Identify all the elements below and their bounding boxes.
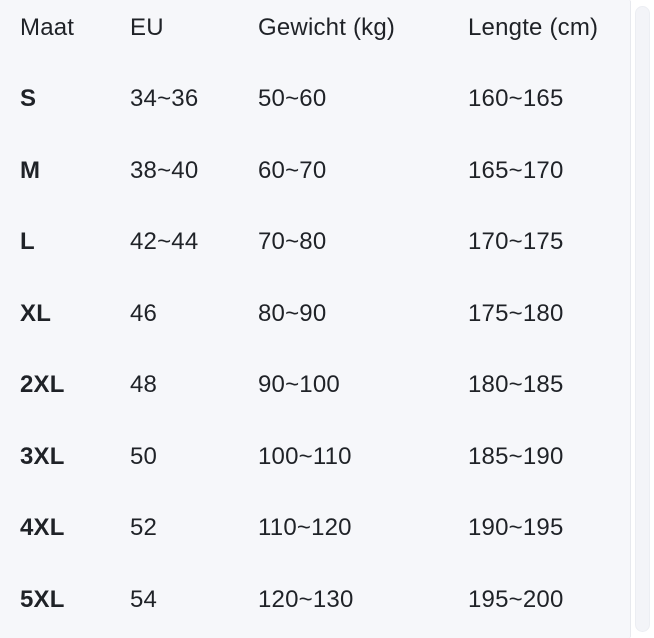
table-row <box>20 278 630 350</box>
cell-lengte: 165~170 <box>468 156 564 184</box>
cell-gewicht: 60~70 <box>258 156 327 184</box>
scrollbar-track[interactable] <box>631 0 654 638</box>
cell-maat: 2XL <box>20 371 65 399</box>
cell-lengte: 170~175 <box>468 228 564 256</box>
cell-eu: 38~40 <box>130 156 199 184</box>
cell-maat: 3XL <box>20 442 65 470</box>
column-header-eu: EU <box>130 13 164 41</box>
cell-gewicht: 100~110 <box>258 442 352 470</box>
cell-eu: 50 <box>130 442 158 470</box>
cell-eu: 34~36 <box>130 85 199 113</box>
table-row <box>20 350 630 422</box>
column-header-maat: Maat <box>20 13 75 41</box>
cell-eu: 42~44 <box>130 228 199 256</box>
cell-lengte: 180~185 <box>468 371 564 399</box>
cell-lengte: 185~190 <box>468 442 564 470</box>
column-header-gewicht: Gewicht (kg) <box>258 13 396 41</box>
cell-gewicht: 80~90 <box>258 299 327 327</box>
cell-eu: 46 <box>130 299 158 327</box>
cell-maat: XL <box>20 299 52 327</box>
table-row <box>20 421 630 493</box>
cell-gewicht: 70~80 <box>258 228 327 256</box>
cell-maat: L <box>20 228 35 256</box>
cell-eu: 52 <box>130 514 158 542</box>
table-row <box>20 64 630 136</box>
table-row <box>20 135 630 207</box>
table-row <box>20 564 630 636</box>
table-row <box>20 207 630 279</box>
cell-maat: 4XL <box>20 514 65 542</box>
cell-lengte: 195~200 <box>468 585 564 613</box>
scrollbar-thumb[interactable] <box>635 6 650 632</box>
cell-gewicht: 50~60 <box>258 85 327 113</box>
cell-maat: M <box>20 156 41 184</box>
cell-lengte: 160~165 <box>468 85 564 113</box>
cell-eu: 48 <box>130 371 158 399</box>
column-header-lengte: Lengte (cm) <box>468 13 599 41</box>
cell-lengte: 175~180 <box>468 299 564 327</box>
table-row <box>20 493 630 565</box>
cell-lengte: 190~195 <box>468 514 564 542</box>
header-row <box>20 0 630 64</box>
cell-gewicht: 120~130 <box>258 585 354 613</box>
cell-maat: 5XL <box>20 585 65 613</box>
cell-maat: S <box>20 85 37 113</box>
cell-gewicht: 90~100 <box>258 371 340 399</box>
cell-gewicht: 110~120 <box>258 514 352 542</box>
cell-eu: 54 <box>130 585 158 613</box>
